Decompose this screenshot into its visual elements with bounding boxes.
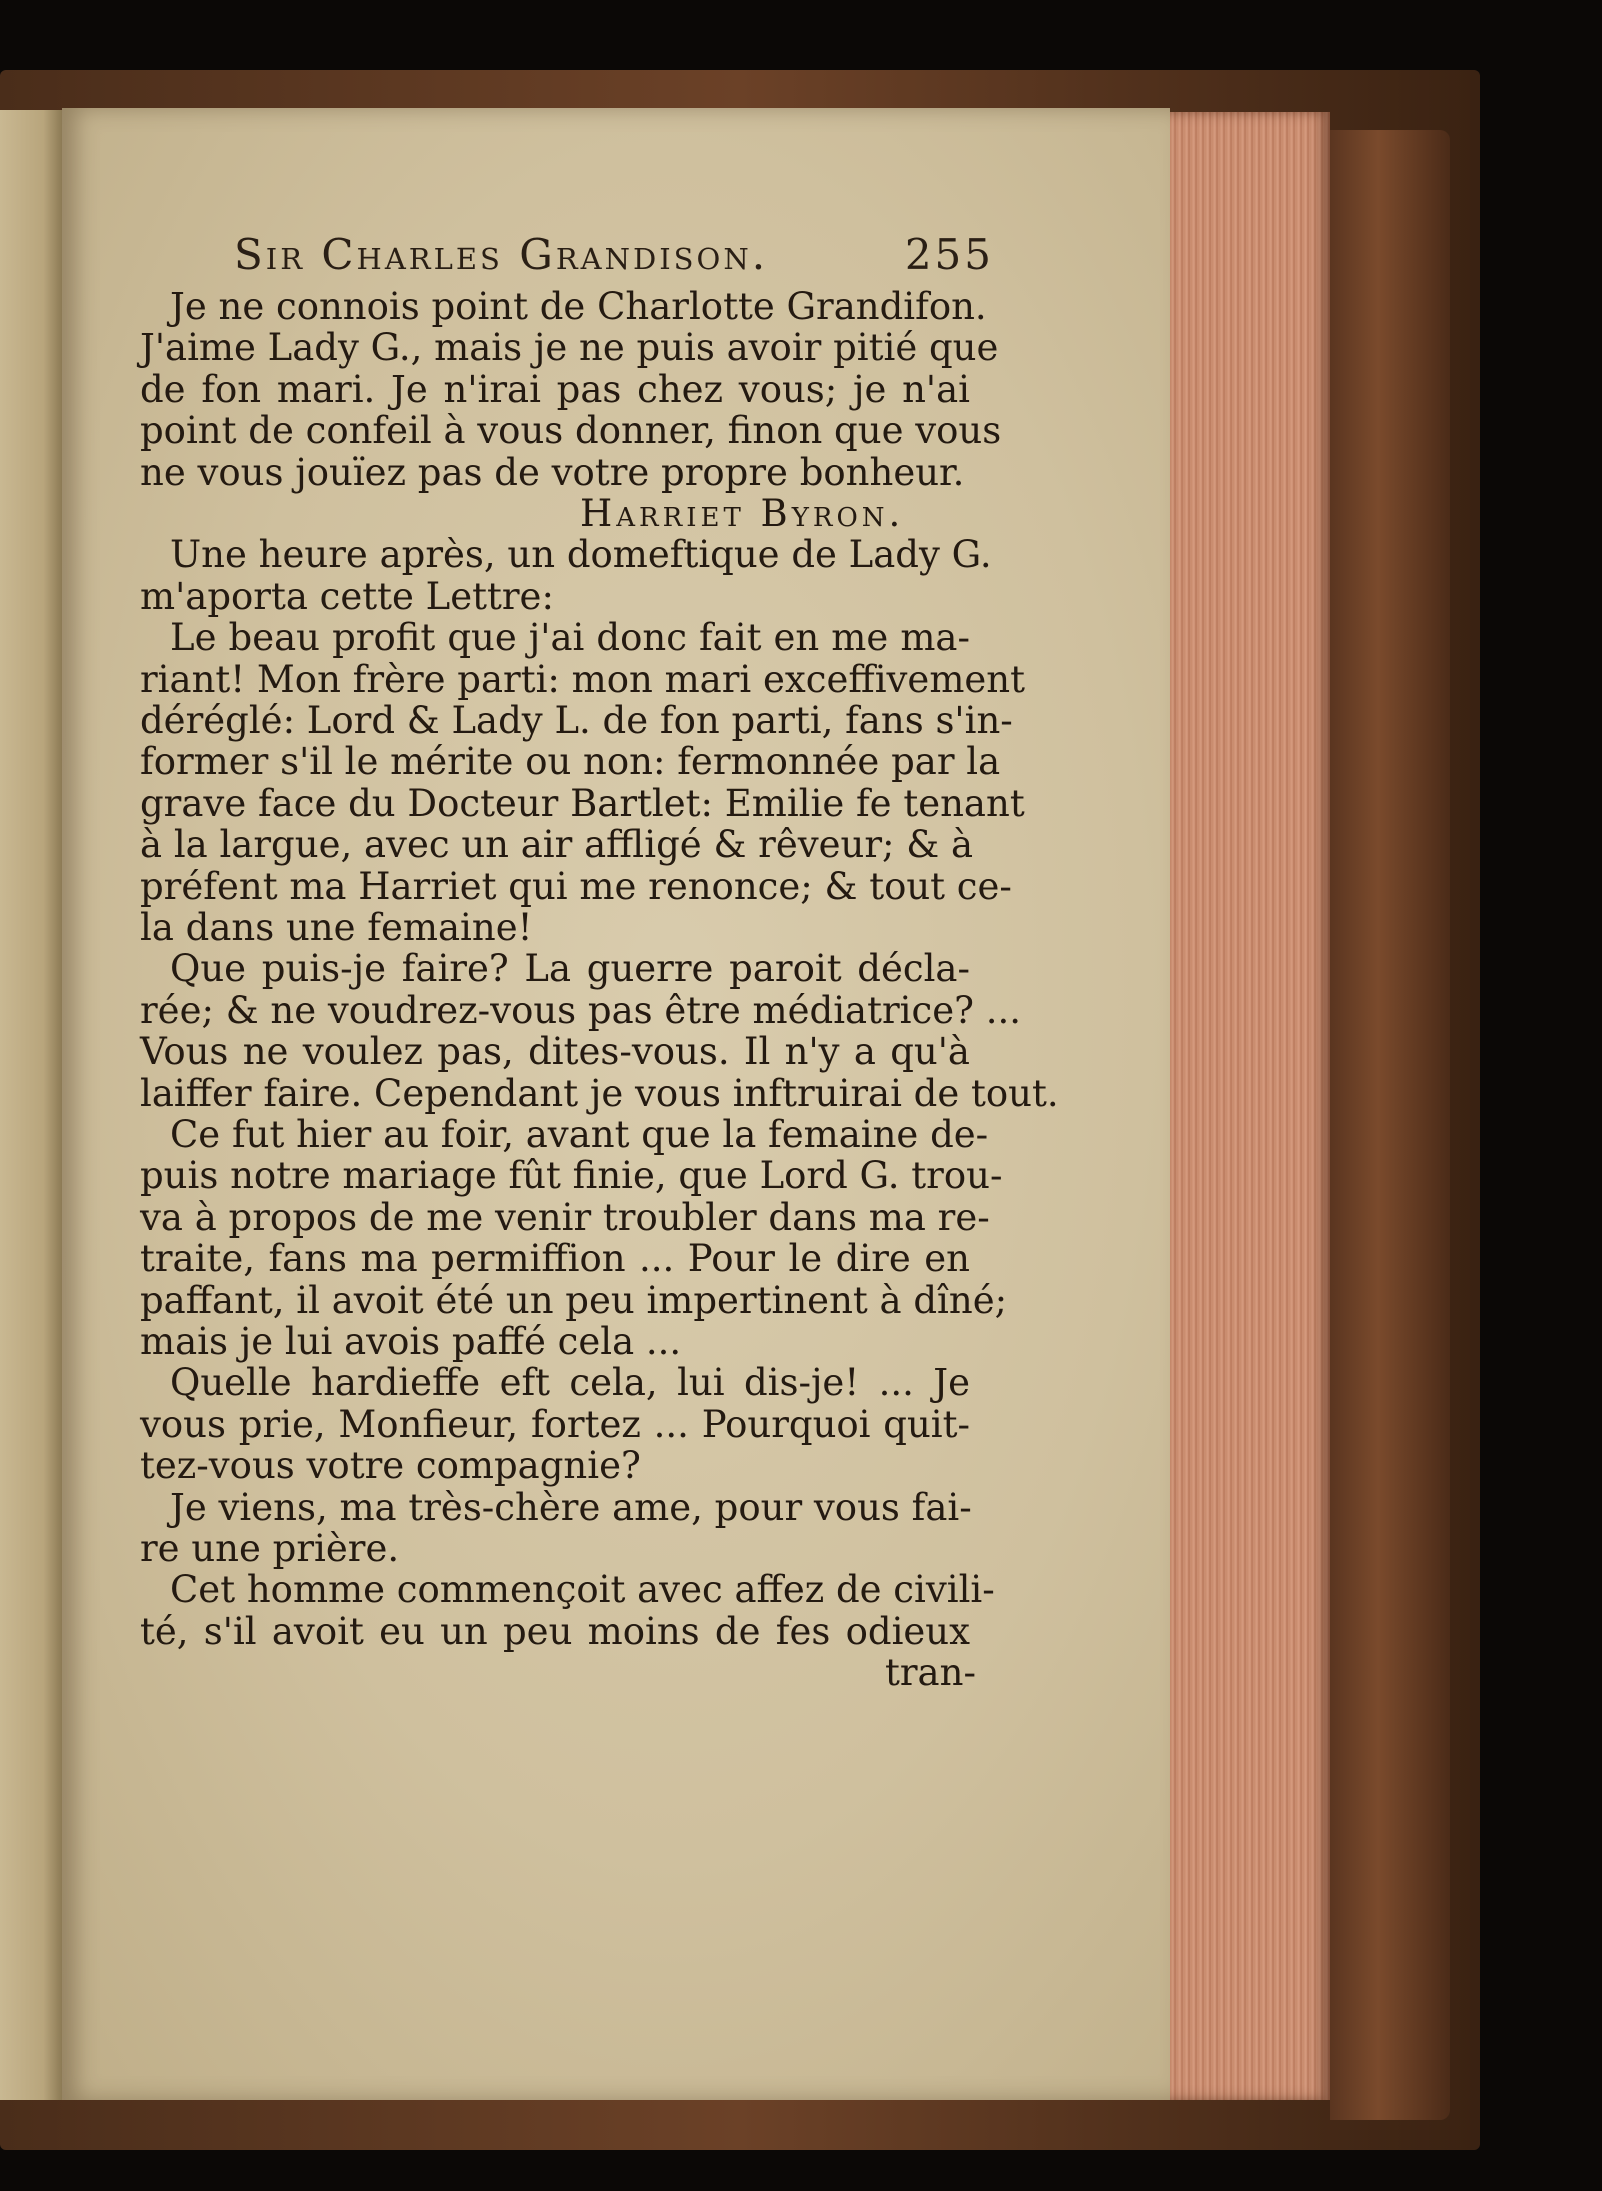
text-line: mais je lui avois paffé cela ... xyxy=(140,1320,682,1363)
text-line: déréglé: Lord & Lady L. de fon parti, fans s'in- xyxy=(140,699,1013,742)
text-line: va à propos de me venir troubler dans ma re- xyxy=(140,1195,990,1239)
text-line: ne vous jouïez pas de votre propre bonheur. xyxy=(140,450,965,494)
text-line: la dans une femaine! xyxy=(140,906,533,949)
text-line: vous prie, Monfieur, fortez ... Pourquoi quit- xyxy=(140,1402,970,1446)
text-line: J'aime Lady G., mais je ne puis avoir pitié que xyxy=(140,326,999,370)
text-line: té, s'il avoit eu un peu moins de fes odieux xyxy=(140,1609,970,1653)
text-line: laiffer faire. Cependant je vous inftruirai de tout. xyxy=(140,1071,1059,1115)
text-line: re une prière. xyxy=(140,1527,400,1570)
text-line: tran- xyxy=(885,1651,976,1695)
running-head xyxy=(234,230,994,278)
page-number: 255 xyxy=(904,230,994,279)
text-line: Je ne connois point de Charlotte Grandifon. xyxy=(170,285,987,328)
text-line: Cet homme commençoit avec affez de civili- xyxy=(170,1568,995,1612)
running-head-title: Sir Charles Grandison. xyxy=(234,230,769,279)
text-line: m'aporta cette Lettre: xyxy=(140,574,554,618)
text-line: tez-vous votre compagnie? xyxy=(140,1444,641,1488)
text-line: Quelle hardieffe eft cela, lui dis-je! ... Je xyxy=(170,1361,970,1405)
text-line: Ce fut hier au foir, avant que la femaine de- xyxy=(170,1113,989,1156)
facing-page-edge xyxy=(0,110,62,2100)
text-line: Vous ne voulez pas, dites-vous. Il n'y a qu'à xyxy=(140,1030,970,1074)
text-line: grave face du Docteur Bartlet: Emilie fe tenant xyxy=(140,781,1025,825)
text-line: Harriet Byron. xyxy=(580,492,905,535)
book-cover-edge xyxy=(1330,130,1450,2120)
text-line: à la largue, avec un air affligé & rêveur; & à xyxy=(140,823,974,867)
text-line: rée; & ne voudrez-vous pas être médiatrice? ... xyxy=(140,988,1021,1032)
text-line: traite, fans ma permiffion ... Pour le dire en xyxy=(140,1237,970,1281)
text-line: riant! Mon frère parti: mon mari exceffivement xyxy=(140,657,1026,701)
text-line: de fon mari. Je n'irai pas chez vous; je n'ai xyxy=(140,367,970,411)
text-line: Une heure après, un domeftique de Lady G. xyxy=(170,533,992,577)
page-edges xyxy=(1170,112,1330,2100)
text-line: Je viens, ma très-chère ame, pour vous fai- xyxy=(170,1485,972,1529)
text-line: point de confeil à vous donner, finon que vous xyxy=(140,409,1002,453)
text-line: paffant, il avoit été un peu impertinent à dîné; xyxy=(140,1278,1008,1322)
text-line: puis notre mariage fût finie, que Lord G. trou- xyxy=(140,1154,1003,1198)
text-line: préfent ma Harriet qui me renonce; & tout ce- xyxy=(140,864,1012,908)
text-line: Le beau profit que j'ai donc fait en me ma- xyxy=(170,616,970,660)
text-line: Que puis-je faire? La guerre paroit décla- xyxy=(170,947,970,991)
text-line: former s'il le mérite ou non: fermonnée par la xyxy=(140,740,1001,784)
